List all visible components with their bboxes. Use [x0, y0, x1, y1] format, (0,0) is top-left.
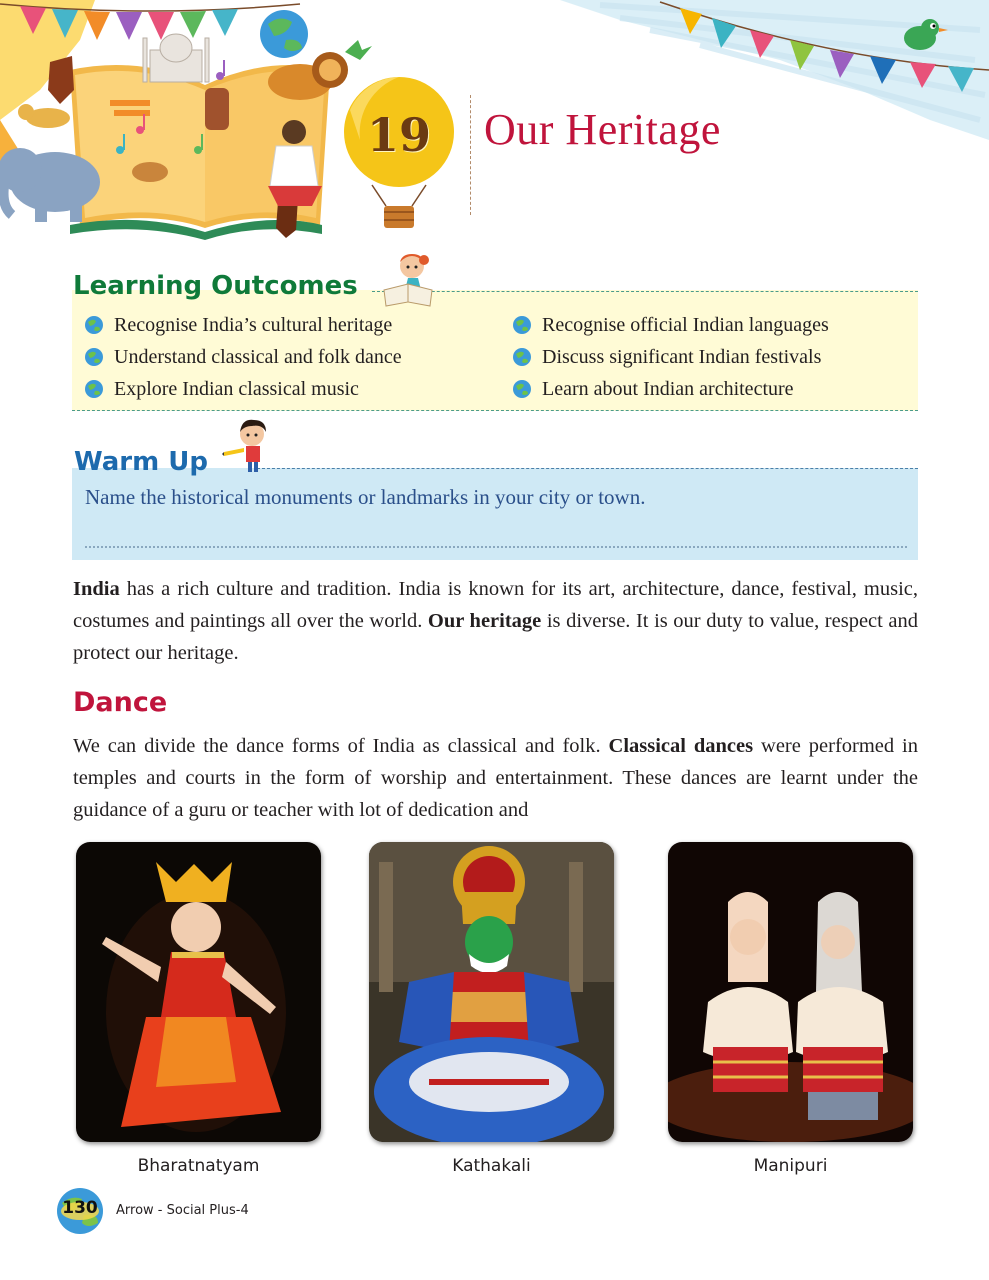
bharatnatyam-image [76, 842, 321, 1142]
answer-line[interactable] [85, 546, 907, 548]
child-reading-icon [378, 250, 440, 308]
learning-outcomes-list-right [506, 309, 829, 405]
list-item: Discuss significant Indian festivals [506, 341, 829, 373]
learning-outcomes-heading: Learning Outcomes [73, 271, 358, 301]
learning-outcomes-divider [372, 291, 918, 292]
globe-bullet-icon [84, 379, 104, 399]
page-number: 130 [62, 1198, 98, 1218]
manipuri-caption: Manipuri [753, 1156, 828, 1176]
intro-paragraph: India has a rich culture and tradition. India is known for its art, architecture, dance, festival, music, costumes and paintings all over the world. Our heritage is diverse. It is our duty to value, respect and protect our heritage. [73, 578, 919, 664]
globe-bullet-icon [512, 347, 532, 367]
globe-bullet-icon [84, 315, 104, 335]
dance-paragraph: We can divide the dance forms of India as classical and folk. Classical dances were performed in temples and courts in the form of worship and entertainment. These dances are learnt under the guidance of a guru or teacher with lot of dedication and [73, 735, 918, 821]
kathakali-image [369, 842, 614, 1142]
warm-up-heading: Warm Up [74, 447, 208, 477]
list-item: Learn about Indian architecture [506, 373, 829, 405]
book-title: Arrow - Social Plus-4 [116, 1203, 249, 1218]
warm-up-divider [257, 468, 918, 469]
globe-bullet-icon [84, 347, 104, 367]
manipuri-photo [668, 842, 913, 1142]
bharatnatyam-caption: Bharatnatyam [137, 1156, 260, 1176]
child-pencil-icon [222, 418, 272, 474]
list-item: Understand classical and folk dance [78, 341, 402, 373]
title-divider [470, 95, 471, 215]
learning-outcomes-list-left [78, 309, 402, 405]
chapter-number: 19 [366, 108, 431, 162]
globe-bullet-icon [512, 379, 532, 399]
warm-up-prompt: Name the historical monuments or landmarks in your city or town. [85, 485, 646, 509]
kathakali-photo [369, 842, 614, 1142]
page-title: Our Heritage [484, 105, 721, 154]
list-item: Recognise India’s cultural heritage [78, 309, 402, 341]
bharatnatyam-photo [76, 842, 321, 1142]
globe-bullet-icon [512, 315, 532, 335]
kathakali-caption: Kathakali [452, 1156, 531, 1176]
list-item: Explore Indian classical music [78, 373, 402, 405]
dance-heading: Dance [73, 687, 168, 718]
manipuri-image [668, 842, 913, 1142]
list-item: Recognise official Indian languages [506, 309, 829, 341]
